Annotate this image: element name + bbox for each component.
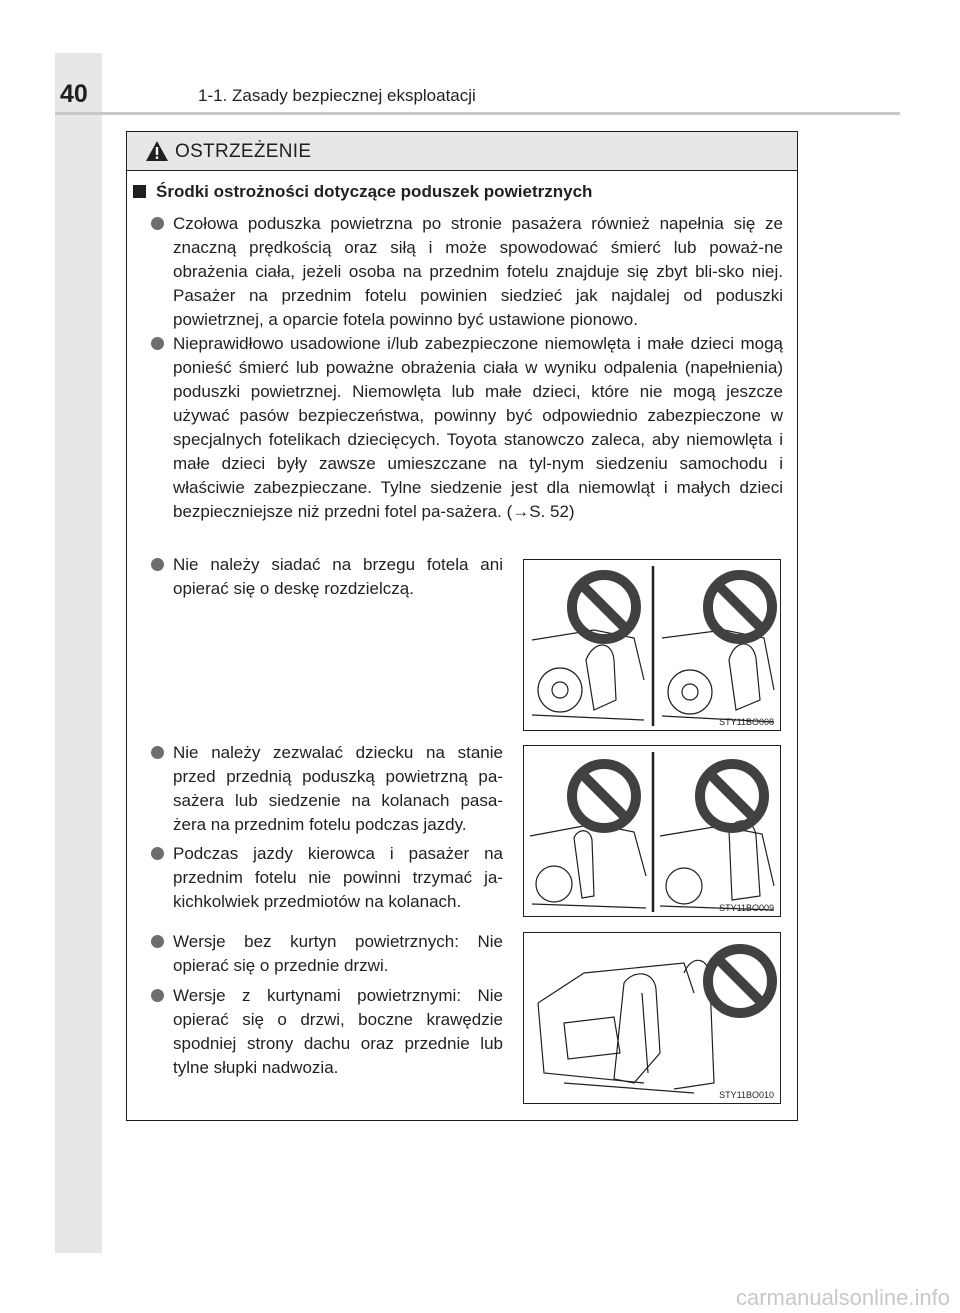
watermark: carmanualsonline.info — [735, 1285, 950, 1310]
bullet-dot-icon — [151, 746, 164, 759]
bullet-item — [173, 553, 503, 601]
header-rule — [55, 112, 900, 115]
bullet-text: Nie należy zezwalać dziecku na stanie przed przednią poduszką powietrzną pa-sażera lub siedzenie na kolanach pasa-żera na przednim fotelu podczas jazdy. — [173, 743, 503, 834]
bullet-dot-icon — [151, 847, 164, 860]
illustration — [524, 746, 781, 917]
figure-leaning-door — [523, 932, 781, 1104]
warning-box — [126, 131, 798, 1121]
warning-title: OSTRZEŻENIE — [175, 141, 312, 162]
prohibition-icon — [708, 575, 772, 639]
prohibition-icon — [572, 764, 636, 828]
figure-child-standing — [523, 745, 781, 917]
illustration — [524, 560, 781, 731]
bullet-text: Podczas jazdy kierowca i pasażer na przednim fotelu nie powinni trzymać ja-kichkolwiek przedmiotów na kolanach. — [173, 844, 503, 911]
bullet-dot-icon — [151, 558, 164, 571]
figure-code: STY11BO008 — [719, 717, 774, 727]
bullet-dot-icon — [151, 935, 164, 948]
section-heading — [133, 182, 592, 202]
prohibition-icon — [708, 949, 772, 1013]
bullet-item — [173, 930, 503, 978]
bullet-text: Nieprawidłowo usadowione i/lub zabezpieczone niemowlęta i małe dzieci mogą ponieść śmierć lub poważne obrażenia ciała w wyniku odpalenia (napełnienia) poduszki powietrznej. Niemowlęta lub małe dzieci, które nie mogą jeszcze używać pasów bezpieczeństwa, powinny być odpowiednio zabezpieczone w specjalnych fotelikach dziecięcych. Toyota stanowczo zaleca, aby niemowlęta i małe dzieci były zawsze umieszczane na tyl-nym siedzeniu samochodu i właściwie zabezpieczane. Tylne siedzenie jest dla niemowląt i małych dzieci bezpieczniejsze niż przedni fotel pa-sażera. (→S. 52) — [173, 334, 783, 521]
bullet-item — [173, 842, 503, 914]
bullet-item — [173, 212, 783, 332]
bullet-item — [173, 332, 783, 524]
side-strip — [55, 53, 102, 1253]
bullet-dot-icon — [151, 989, 164, 1002]
prohibition-icon — [572, 575, 636, 639]
page-number: 40 — [60, 80, 88, 108]
warning-triangle-icon — [145, 140, 169, 162]
bullet-item — [173, 741, 503, 837]
bullet-dot-icon — [151, 217, 164, 230]
illustration — [524, 933, 781, 1104]
figure-code: STY11BO010 — [719, 1090, 774, 1100]
square-bullet-icon — [133, 185, 146, 198]
prohibition-icon — [700, 764, 764, 828]
section-title: Środki ostrożności dotyczące poduszek powietrznych — [156, 182, 593, 201]
bullet-item — [173, 984, 503, 1080]
bullet-dot-icon — [151, 337, 164, 350]
bullet-text: Wersje bez kurtyn powietrznych: Nie opierać się o przednie drzwi. — [173, 932, 503, 975]
figure-dashboard-leaning — [523, 559, 781, 731]
bullet-text: Wersje z kurtynami powietrznymi: Nie opierać się o drzwi, boczne krawędzie spodniej strony dachu oraz przednie lub tylne słupki nadwozia. — [173, 986, 503, 1077]
bullet-text: Czołowa poduszka powietrzna po stronie pasażera również napełnia się ze znaczną prędkością oraz siłą i może spowodować śmierć lub poważ-ne obrażenia ciała, jeżeli osoba na przednim fotelu znajduje się zbyt bli-sko niej. Pasażer na przednim fotelu powinien siedzieć jak najdalej od poduszki powietrznej, a oparcie fotela powinno być ustawione pionowo. — [173, 214, 783, 329]
bullet-text: Nie należy siadać na brzegu fotela ani opierać się o deskę rozdzielczą. — [173, 555, 503, 598]
chapter-title: 1-1. Zasady bezpiecznej eksploatacji — [198, 86, 476, 105]
warning-header — [127, 132, 797, 171]
figure-code: STY11BO009 — [719, 903, 774, 913]
